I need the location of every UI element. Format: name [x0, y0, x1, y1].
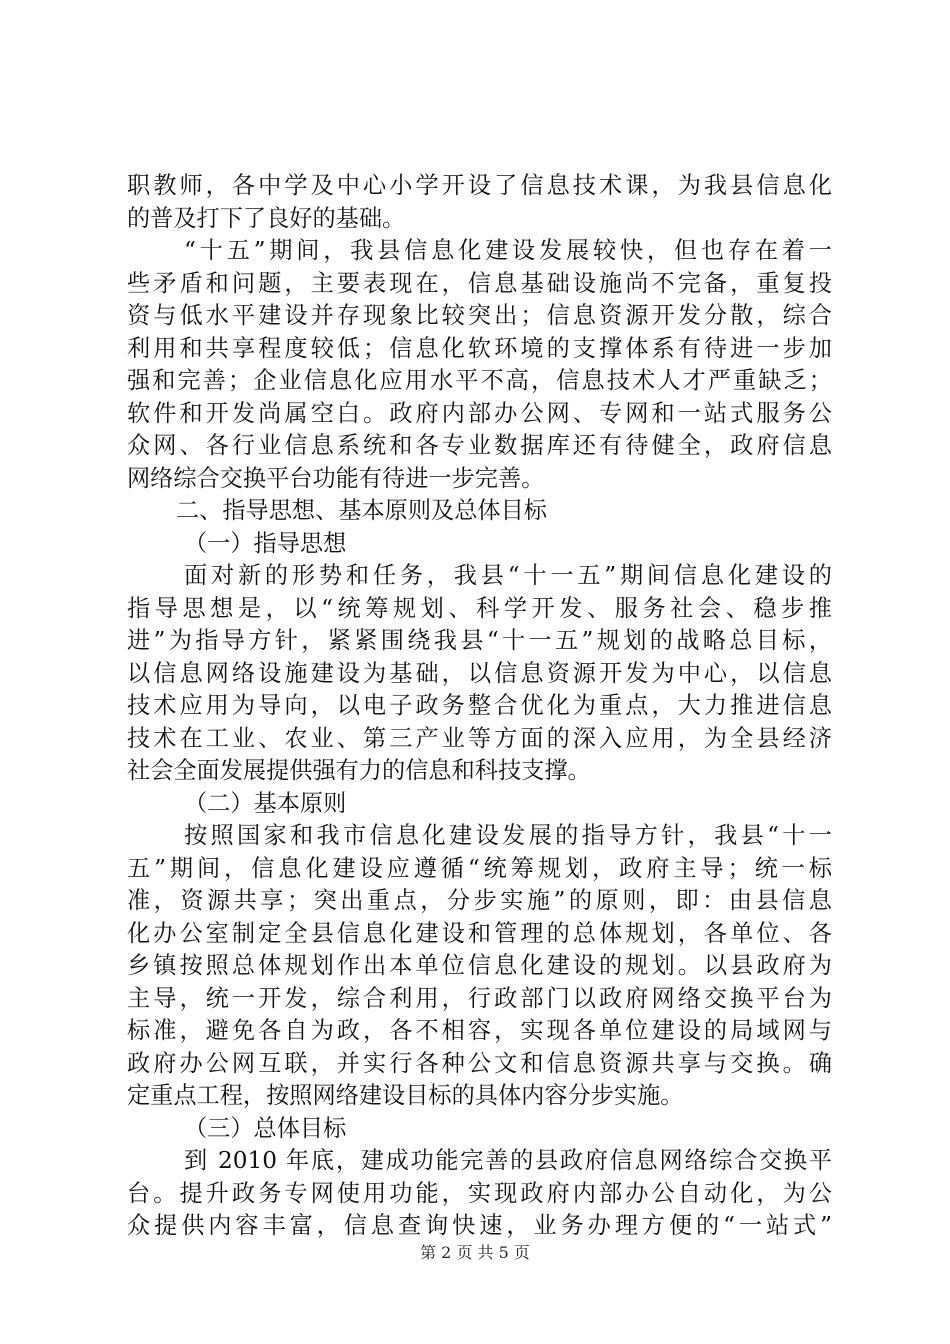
text-line: 众提供内容丰富，信息查询快速，业务办理方便的“一站式” [127, 1212, 832, 1239]
text-line: 社会全面发展提供强有力的信息和科技支撑。 [127, 757, 591, 784]
paragraph-start-line: 面对新的形势和任务，我县“十一五”期间信息化建设的 [184, 562, 832, 589]
text-line: 乡镇按照总体规划作出本单位信息化建设的规划。以县政府为 [127, 952, 832, 979]
subsection-heading: （一）指导思想 [184, 529, 347, 557]
text-line: 台。提升政务专网使用功能，实现政府内部办公自动化，为公 [127, 1179, 832, 1207]
subsection-heading: （二）基本原则 [184, 789, 347, 817]
document-body [127, 170, 832, 1243]
text-line: 标准，避免各自为政，各不相容，实现各单位建设的局域网与 [127, 1017, 832, 1044]
text-line: 进”为指导方针，紧紧围绕我县“十一五”规划的战略总目标， [127, 627, 832, 654]
text-line: 资与低水平建设并存现象比较突出；信息资源开发分散，综合 [127, 302, 832, 329]
text-line: 定重点工程，按照网络建设目标的具体内容分步实施。 [127, 1082, 684, 1109]
text-line: 强和完善；企业信息化应用水平不高，信息技术人才严重缺乏； [127, 367, 832, 394]
text-line: 利用和共享程度较低；信息化软环境的支撑体系有待进一步加 [127, 334, 832, 362]
paragraph-start-line: “十五”期间，我县信息化建设发展较快，但也存在着一 [184, 237, 832, 264]
page-number-footer: 第 2 页 共 5 页 [420, 1243, 530, 1262]
text-line: 五”期间，信息化建设应遵循“统筹规划，政府主导；统一标 [127, 854, 832, 882]
text-line: 网络综合交换平台功能有待进一步完善。 [127, 464, 545, 492]
text-line: 些矛盾和问题，主要表现在，信息基础设施尚不完备，重复投 [127, 269, 832, 297]
paragraph-start-line: 按照国家和我市信息化建设发展的指导方针，我县“十一 [184, 822, 832, 849]
text-line: 的普及打下了良好的基础。 [127, 204, 406, 232]
text-line: 软件和开发尚属空白。政府内部办公网、专网和一站式服务公 [127, 399, 832, 427]
text-line: 职教师，各中学及中心小学开设了信息技术课，为我县信息化 [127, 172, 832, 199]
text-line: 主导，统一开发，综合利用，行政部门以政府网络交换平台为 [127, 984, 832, 1012]
text-line: 指导思想是，以“统筹规划、科学开发、服务社会、稳步推 [127, 594, 832, 622]
paragraph-start-line: 到 2010 年底，建成功能完善的县政府信息网络综合交换平 [184, 1147, 832, 1174]
text-line: 以信息网络设施建设为基础，以信息资源开发为中心，以信息 [127, 659, 832, 687]
section-heading: 二、指导思想、基本原则及总体目标 [176, 497, 547, 524]
text-line: 技术在工业、农业、第三产业等方面的深入应用，为全县经济 [127, 724, 832, 752]
text-line: 化办公室制定全县信息化建设和管理的总体规划，各单位、各 [127, 919, 832, 947]
text-line: 准，资源共享；突出重点，分步实施”的原则，即：由县信息 [127, 887, 832, 914]
text-line: 众网、各行业信息系统和各专业数据库还有待健全，政府信息 [127, 432, 832, 459]
text-line: 政府办公网互联，并实行各种公文和信息资源共享与交换。确 [127, 1049, 832, 1077]
subsection-heading: （三）总体目标 [184, 1114, 347, 1142]
text-line: 技术应用为导向，以电子政务整合优化为重点，大力推进信息 [127, 692, 832, 719]
